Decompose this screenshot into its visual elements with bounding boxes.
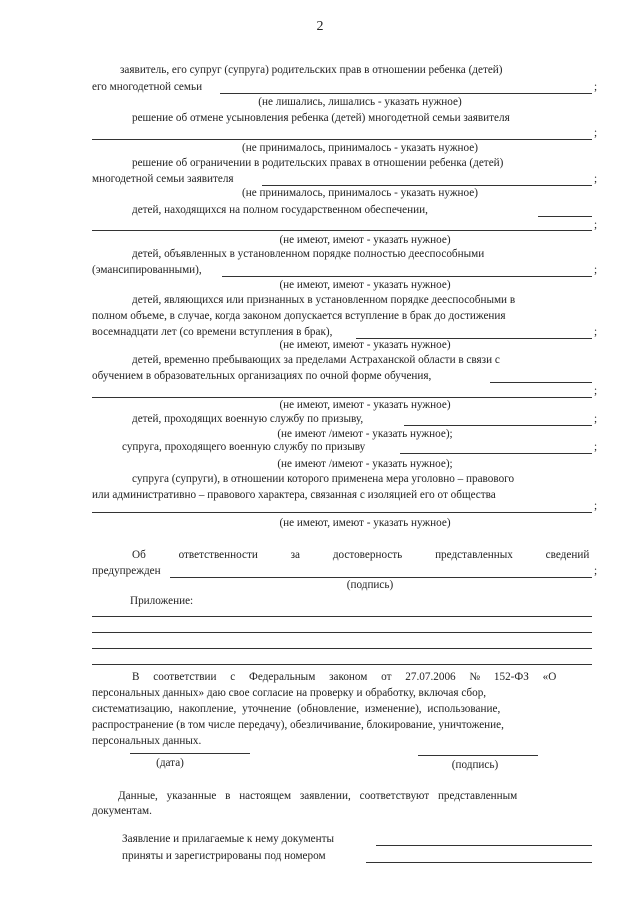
- punct-semicolon: ;: [594, 81, 598, 93]
- military-spouse-fill-line[interactable]: [400, 453, 592, 454]
- date-line[interactable]: [130, 753, 250, 754]
- consent-line-2: персональных данных» даю свое согласие на проверку и обработку, включая сбор,: [92, 687, 487, 699]
- rights-restriction-fill-line[interactable]: [262, 185, 592, 186]
- temporary-stay-fill-line-2[interactable]: [92, 397, 592, 398]
- page-number: 2: [316, 19, 324, 34]
- attachment-line-4[interactable]: [92, 664, 592, 665]
- capable-hint: (не имеют, имеют - указать нужное): [279, 339, 451, 351]
- registration-line-1: Заявление и прилагаемые к нему документы: [122, 833, 335, 845]
- criminal-measure-fill-line[interactable]: [92, 512, 592, 513]
- temporary-stay-hint: (не имеют, имеют - указать нужное): [279, 399, 451, 411]
- rights-restriction-line-1: решение об ограничении в родительских правах в отношении ребенка (детей): [132, 157, 504, 169]
- registration-fill-line-2[interactable]: [366, 862, 592, 863]
- punct-semicolon: ;: [594, 500, 598, 512]
- temporary-stay-fill-line-1[interactable]: [490, 382, 592, 383]
- responsibility-signature-line[interactable]: [170, 577, 592, 578]
- military-children-line: детей, проходящих военную службу по призыву,: [132, 413, 364, 425]
- data-statement-line-2: документам.: [92, 805, 152, 817]
- state-support-text: детей, находящихся на полном государственном обеспечении,: [132, 204, 428, 216]
- adoption-cancel-hint: (не принималось, принималось - указать нужное): [242, 142, 478, 154]
- state-support-line-1: [132, 205, 532, 216]
- emancipated-line-2: (эмансипированными),: [92, 264, 202, 276]
- attachment-line-1[interactable]: [92, 616, 592, 617]
- criminal-measure-line-1: супруга (супруги), в отношении которого применена мера уголовно – правового: [132, 473, 515, 485]
- attachment-label: Приложение:: [130, 595, 194, 607]
- parental-rights-text-1: заявитель, его супруг (супруга) родительских прав в отношении ребенка (детей): [120, 64, 503, 76]
- signature-hint-2: (подпись): [451, 759, 499, 771]
- punct-semicolon: ;: [594, 441, 598, 453]
- criminal-measure-line-2: или административно – правового характера, связанная с изоляцией его от общества: [92, 489, 496, 501]
- capable-line-2: полном объеме, в случае, когда законом допускается вступление в брак до достижения: [92, 310, 506, 322]
- punct-semicolon: ;: [594, 326, 598, 338]
- parental-rights-hint: (не лишались, лишались - указать нужное): [258, 96, 462, 108]
- emancipated-fill-line[interactable]: [222, 276, 592, 277]
- parental-rights-fill-line[interactable]: [220, 93, 592, 94]
- punct-semicolon: ;: [594, 413, 598, 425]
- state-support-hint: (не имеют, имеют - указать нужное): [279, 234, 451, 246]
- adoption-cancel-fill-line[interactable]: [92, 139, 592, 140]
- rights-restriction-hint: (не принималось, принималось - указать нужное): [242, 187, 478, 199]
- criminal-measure-hint: (не имеют, имеют - указать нужное): [279, 517, 451, 529]
- date-hint: (дата): [156, 757, 184, 769]
- state-support-fill-line-2[interactable]: [92, 230, 592, 231]
- emancipated-line-1: детей, объявленных в установленном порядке полностью дееспособными: [132, 248, 485, 260]
- responsibility-warning-line-2: предупрежден: [92, 565, 161, 577]
- attachment-line-2[interactable]: [92, 632, 592, 633]
- parental-rights-line-2: его многодетной семьи: [92, 81, 203, 93]
- punct-semicolon: ;: [594, 565, 598, 577]
- emancipated-hint: (не имеют, имеют - указать нужное): [279, 279, 451, 291]
- consent-line-5: персональных данных.: [92, 735, 202, 747]
- punct-semicolon: ;: [594, 264, 598, 276]
- adoption-cancel-line-1: решение об отмене усыновления ребенка (детей) многодетной семьи заявителя: [132, 112, 510, 124]
- registration-fill-line-1[interactable]: [376, 845, 592, 846]
- state-support-fill-line-1[interactable]: [538, 216, 592, 217]
- capable-line-3: восемнадцати лет (со времени вступления в брак),: [92, 326, 333, 338]
- military-children-fill-line[interactable]: [404, 425, 592, 426]
- temporary-stay-line-1: детей, временно пребывающих за пределами Астраханской области в связи с: [132, 354, 500, 366]
- punct-semicolon: ;: [594, 173, 598, 185]
- punct-semicolon: ;: [594, 127, 598, 139]
- punct-semicolon: ;: [594, 219, 598, 231]
- military-children-hint: (не имеют /имеют - указать нужное);: [277, 428, 453, 440]
- consent-line-4: распространение (в том числе передачу), обезличивание, блокирование, уничтожение,: [92, 719, 504, 731]
- consent-line-1: В соответствии с Федеральным законом от 27.07.2006 № 152-ФЗ «О: [132, 671, 557, 683]
- registration-line-2: приняты и зарегистрированы под номером: [122, 850, 326, 862]
- temporary-stay-line-2: обучением в образовательных организациях по очной форме обучения,: [92, 370, 432, 382]
- military-spouse-line: супруга, проходящего военную службу по призыву: [122, 441, 366, 453]
- responsibility-warning-line-1: Об ответственности за достоверность представленных сведений: [132, 549, 590, 561]
- data-statement-line-1: Данные, указанные в настоящем заявлении, соответствуют представленным: [118, 790, 518, 802]
- signature-line[interactable]: [418, 755, 538, 756]
- capable-line-1: детей, являющихся или признанных в установленном порядке дееспособными в: [132, 294, 516, 306]
- rights-restriction-line-2: многодетной семьи заявителя: [92, 173, 234, 185]
- punct-semicolon: ;: [594, 385, 598, 397]
- military-spouse-hint: (не имеют /имеют - указать нужное);: [277, 458, 453, 470]
- attachment-line-3[interactable]: [92, 648, 592, 649]
- parental-rights-line-1: [120, 65, 598, 76]
- consent-line-3: систематизацию, накопление, уточнение (обновление, изменение), использование,: [92, 703, 501, 715]
- signature-hint: (подпись): [346, 579, 394, 591]
